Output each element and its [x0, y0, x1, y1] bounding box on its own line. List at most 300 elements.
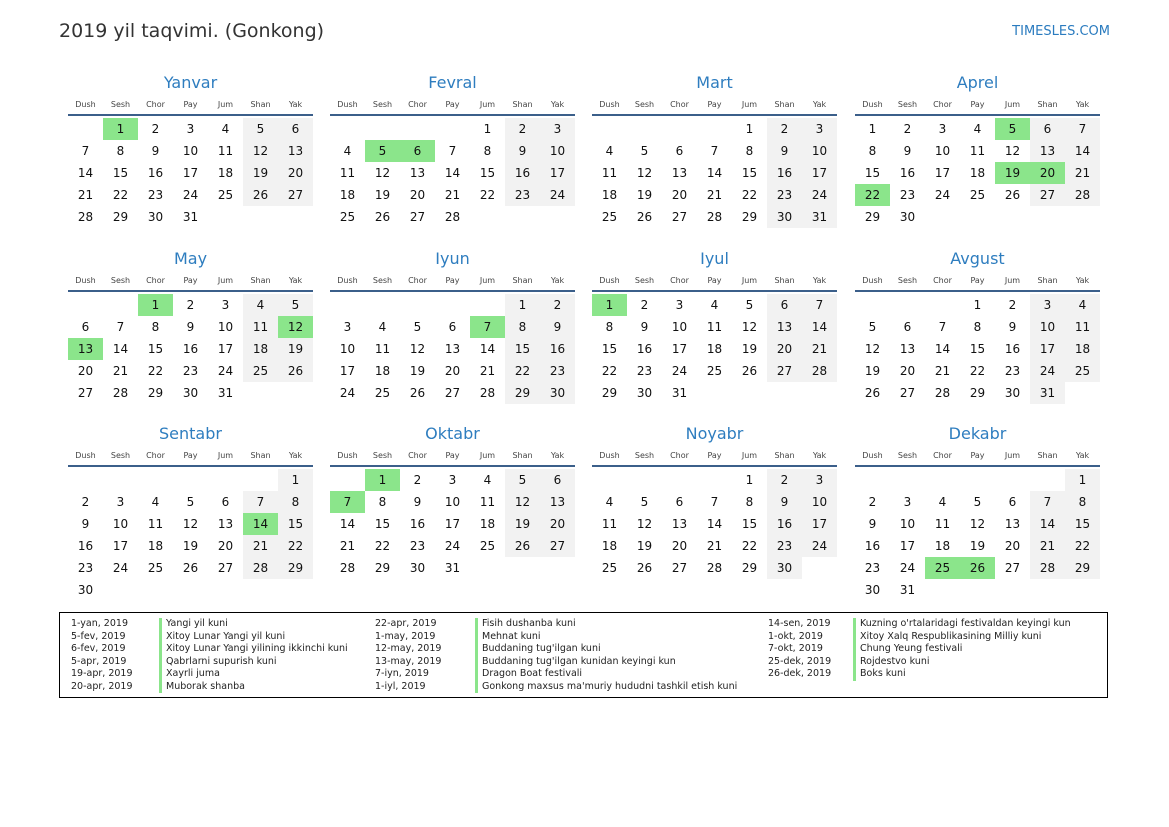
- month-yanvar: [68, 72, 313, 228]
- weekday-label: Chor: [408, 99, 427, 109]
- day-cell: 11: [969, 144, 986, 158]
- day-cell: 16: [409, 517, 426, 531]
- day-cell: 5: [745, 298, 754, 312]
- day-cell: 14: [1065, 140, 1100, 162]
- day-cell: 8: [745, 144, 754, 158]
- weekday-label: Yak: [288, 450, 303, 460]
- weekday-header: [855, 94, 1100, 116]
- day-cell: 26: [864, 386, 881, 400]
- day-cell: 10: [540, 140, 575, 162]
- weekday-label: Yak: [550, 99, 565, 109]
- weekday-label: Dush: [862, 450, 883, 460]
- weekday-header: [592, 270, 837, 292]
- weekday-label: Yak: [288, 99, 303, 109]
- weekday-label: Sesh: [634, 99, 655, 109]
- day-cell: 23: [636, 364, 653, 378]
- day-empty: [662, 469, 697, 491]
- month-title: May: [173, 249, 208, 268]
- month-noyabr: [592, 423, 837, 579]
- holiday-date: 5-fev, 2019: [71, 630, 126, 642]
- weekday-label: Dush: [337, 275, 358, 285]
- day-cell: 16: [147, 166, 164, 180]
- day-cell: 8: [378, 495, 387, 509]
- day-cell: 31: [182, 210, 199, 224]
- day-cell: 30: [409, 561, 426, 575]
- day-cell: 22: [505, 360, 540, 382]
- day-cell: 18: [217, 166, 234, 180]
- day-cell: 20: [278, 162, 313, 184]
- day-cell: 9: [868, 517, 877, 531]
- weekday-label: Shan: [512, 450, 533, 460]
- day-cell: 15: [1065, 513, 1100, 535]
- day-cell: 11: [934, 517, 951, 531]
- weekday-label: Jum: [1004, 99, 1021, 109]
- holiday-day-cell: 26: [960, 557, 995, 579]
- day-cell: 22: [741, 539, 758, 553]
- day-cell: 11: [374, 342, 391, 356]
- month-title: Oktabr: [425, 424, 480, 443]
- day-cell: 6: [221, 495, 230, 509]
- day-cell: 26: [636, 561, 653, 575]
- day-cell: 3: [1030, 294, 1065, 316]
- day-cell: 5: [243, 118, 278, 140]
- day-cell: 25: [339, 210, 356, 224]
- day-cell: 4: [151, 495, 160, 509]
- holiday-date: 13-may, 2019: [375, 655, 442, 667]
- day-empty: [400, 118, 435, 140]
- holiday-name: Dragon Boat festivali: [475, 668, 582, 681]
- day-cell: 2: [505, 118, 540, 140]
- holiday-name: Qabrlarni supurish kuni: [159, 656, 277, 669]
- weekday-header: [68, 94, 313, 116]
- day-cell: 10: [671, 320, 688, 334]
- holiday-date: 20-apr, 2019: [71, 680, 133, 692]
- day-cell: 8: [151, 320, 160, 334]
- weekday-label: Chor: [933, 450, 952, 460]
- weekday-label: Sesh: [634, 450, 655, 460]
- weekday-label: Sesh: [372, 275, 393, 285]
- day-grid: [330, 118, 575, 228]
- day-cell: 1: [973, 298, 982, 312]
- day-cell: 13: [540, 491, 575, 513]
- day-cell: 16: [767, 513, 802, 535]
- day-empty: [365, 294, 400, 316]
- month-dekabr: [855, 423, 1100, 601]
- day-cell: 27: [540, 535, 575, 557]
- day-cell: 18: [969, 166, 986, 180]
- day-cell: 17: [217, 342, 234, 356]
- day-cell: 5: [640, 495, 649, 509]
- holiday-date: 12-may, 2019: [375, 643, 442, 654]
- weekday-header: [330, 270, 575, 292]
- day-cell: 3: [938, 122, 947, 136]
- day-cell: 2: [868, 495, 877, 509]
- day-empty: [925, 469, 960, 491]
- holiday-name: Yangi yil kuni: [159, 618, 228, 631]
- day-cell: 25: [217, 188, 234, 202]
- day-empty: [365, 118, 400, 140]
- weekday-label: Yak: [812, 99, 827, 109]
- day-cell: 29: [969, 386, 986, 400]
- day-cell: 17: [802, 513, 837, 535]
- day-cell: 14: [802, 316, 837, 338]
- day-cell: 14: [706, 166, 723, 180]
- day-cell: 13: [278, 140, 313, 162]
- day-cell: 25: [1065, 360, 1100, 382]
- day-empty: [697, 469, 732, 491]
- day-cell: 29: [505, 382, 540, 404]
- day-cell: 10: [217, 320, 234, 334]
- day-empty: [890, 469, 925, 491]
- day-cell: 23: [77, 561, 94, 575]
- day-cell: 28: [77, 210, 94, 224]
- day-cell: 6: [448, 320, 457, 334]
- day-cell: 25: [601, 561, 618, 575]
- day-cell: 26: [636, 210, 653, 224]
- site-link[interactable]: TIMESLES.COM: [1012, 24, 1110, 39]
- day-cell: 4: [605, 144, 614, 158]
- day-cell: 6: [540, 469, 575, 491]
- day-cell: 24: [217, 364, 234, 378]
- day-cell: 13: [1030, 140, 1065, 162]
- weekday-label: Yak: [812, 450, 827, 460]
- weekday-label: Pay: [183, 99, 198, 109]
- weekday-label: Sesh: [372, 99, 393, 109]
- day-cell: 19: [278, 338, 313, 360]
- day-cell: 7: [710, 144, 719, 158]
- day-cell: 3: [540, 118, 575, 140]
- day-empty: [435, 118, 470, 140]
- day-cell: 29: [112, 210, 129, 224]
- day-cell: 28: [444, 210, 461, 224]
- day-cell: 22: [479, 188, 496, 202]
- day-cell: 14: [444, 166, 461, 180]
- day-cell: 10: [112, 517, 129, 531]
- day-cell: 17: [899, 539, 916, 553]
- day-empty: [68, 469, 103, 491]
- day-cell: 13: [671, 517, 688, 531]
- day-cell: 11: [479, 495, 496, 509]
- month-title: Mart: [696, 73, 733, 92]
- holiday-day-cell: 20: [1030, 162, 1065, 184]
- weekday-header: [855, 445, 1100, 467]
- day-cell: 13: [1004, 517, 1021, 531]
- day-cell: 16: [899, 166, 916, 180]
- weekday-label: Sesh: [372, 450, 393, 460]
- day-grid: [68, 469, 313, 601]
- day-cell: 23: [1004, 364, 1021, 378]
- day-cell: 26: [374, 210, 391, 224]
- day-empty: [995, 469, 1030, 491]
- holiday-date: 1-iyl, 2019: [375, 680, 426, 692]
- weekday-label: Chor: [670, 99, 689, 109]
- day-cell: 21: [243, 535, 278, 557]
- day-cell: 4: [483, 473, 492, 487]
- day-empty: [208, 469, 243, 491]
- day-cell: 15: [278, 513, 313, 535]
- day-cell: 7: [243, 491, 278, 513]
- day-cell: 20: [77, 364, 94, 378]
- holiday-name: Xayrli juma: [159, 668, 220, 681]
- day-cell: 20: [671, 188, 688, 202]
- weekday-label: Yak: [1075, 275, 1090, 285]
- day-cell: 5: [278, 294, 313, 316]
- day-cell: 9: [903, 144, 912, 158]
- weekday-label: Shan: [1037, 99, 1058, 109]
- day-cell: 14: [339, 517, 356, 531]
- day-cell: 17: [112, 539, 129, 553]
- day-grid: [855, 469, 1100, 601]
- day-empty: [470, 294, 505, 316]
- weekday-label: Jum: [217, 99, 234, 109]
- day-cell: 15: [147, 342, 164, 356]
- day-cell: 16: [182, 342, 199, 356]
- day-empty: [68, 118, 103, 140]
- day-cell: 28: [706, 561, 723, 575]
- month-fevral: [330, 72, 575, 228]
- day-cell: 3: [675, 298, 684, 312]
- day-cell: 30: [864, 583, 881, 597]
- day-cell: 17: [339, 364, 356, 378]
- day-cell: 30: [636, 386, 653, 400]
- day-cell: 21: [1065, 162, 1100, 184]
- day-cell: 29: [147, 386, 164, 400]
- weekday-label: Shan: [512, 99, 533, 109]
- day-cell: 3: [221, 298, 230, 312]
- holiday-date: 1-yan, 2019: [71, 618, 128, 629]
- holiday-date: 19-apr, 2019: [71, 668, 133, 679]
- weekday-header: [68, 270, 313, 292]
- weekday-label: Chor: [408, 275, 427, 285]
- day-cell: 24: [540, 184, 575, 206]
- day-cell: 27: [409, 210, 426, 224]
- day-cell: 21: [339, 539, 356, 553]
- weekday-label: Shan: [250, 99, 271, 109]
- day-cell: 12: [741, 320, 758, 334]
- day-cell: 19: [182, 539, 199, 553]
- holiday-day-cell: 12: [278, 316, 313, 338]
- day-cell: 14: [112, 342, 129, 356]
- weekday-label: Sesh: [897, 275, 918, 285]
- day-cell: 25: [969, 188, 986, 202]
- day-cell: 2: [1008, 298, 1017, 312]
- day-grid: [330, 469, 575, 579]
- holiday-date: 25-dek, 2019: [768, 655, 832, 667]
- weekday-header: [330, 94, 575, 116]
- day-cell: 29: [601, 386, 618, 400]
- day-cell: 8: [505, 316, 540, 338]
- day-cell: 12: [374, 166, 391, 180]
- day-cell: 18: [147, 539, 164, 553]
- day-cell: 18: [479, 517, 496, 531]
- day-grid: [855, 118, 1100, 228]
- day-cell: 23: [505, 184, 540, 206]
- weekday-header: [592, 445, 837, 467]
- holiday-name: Xitoy Xalq Respublikasining Milliy kuni: [853, 631, 1041, 644]
- day-cell: 6: [903, 320, 912, 334]
- weekday-label: Shan: [1037, 275, 1058, 285]
- day-cell: 19: [243, 162, 278, 184]
- weekday-label: Jum: [1004, 275, 1021, 285]
- day-empty: [330, 118, 365, 140]
- weekday-label: Shan: [250, 450, 271, 460]
- day-cell: 3: [343, 320, 352, 334]
- day-cell: 1: [745, 473, 754, 487]
- weekday-label: Chor: [146, 450, 165, 460]
- day-empty: [960, 469, 995, 491]
- weekday-label: Shan: [774, 99, 795, 109]
- holiday-name: Kuzning o'rtalaridagi festivaldan keyingi kun: [853, 618, 1071, 631]
- day-cell: 11: [243, 316, 278, 338]
- weekday-label: Dush: [599, 99, 620, 109]
- day-cell: 23: [409, 539, 426, 553]
- day-cell: 8: [483, 144, 492, 158]
- day-cell: 20: [444, 364, 461, 378]
- day-cell: 20: [217, 539, 234, 553]
- day-cell: 23: [767, 184, 802, 206]
- day-cell: 22: [147, 364, 164, 378]
- day-empty: [330, 294, 365, 316]
- holiday-date: 7-okt, 2019: [768, 643, 823, 654]
- day-empty: [173, 469, 208, 491]
- day-cell: 29: [278, 557, 313, 579]
- day-cell: 4: [1065, 294, 1100, 316]
- day-cell: 28: [112, 386, 129, 400]
- day-cell: 5: [413, 320, 422, 334]
- day-cell: 30: [147, 210, 164, 224]
- weekday-label: Jum: [479, 275, 496, 285]
- day-cell: 3: [186, 122, 195, 136]
- day-grid: [330, 294, 575, 404]
- day-empty: [68, 294, 103, 316]
- day-cell: 27: [1004, 561, 1021, 575]
- day-cell: 2: [186, 298, 195, 312]
- day-cell: 8: [278, 491, 313, 513]
- day-cell: 31: [671, 386, 688, 400]
- holiday-date: 26-dek, 2019: [768, 668, 832, 679]
- day-cell: 2: [767, 118, 802, 140]
- day-cell: 2: [540, 294, 575, 316]
- day-cell: 17: [182, 166, 199, 180]
- day-cell: 15: [969, 342, 986, 356]
- day-cell: 4: [938, 495, 947, 509]
- holiday-name: Mehnat kuni: [475, 631, 541, 644]
- day-cell: 29: [741, 561, 758, 575]
- holiday-date: 7-iyn, 2019: [375, 668, 429, 679]
- day-cell: 29: [741, 210, 758, 224]
- weekday-label: Yak: [550, 450, 565, 460]
- day-cell: 3: [448, 473, 457, 487]
- day-cell: 23: [147, 188, 164, 202]
- day-cell: 28: [1065, 184, 1100, 206]
- day-cell: 14: [77, 166, 94, 180]
- day-cell: 19: [636, 539, 653, 553]
- weekday-label: Sesh: [897, 450, 918, 460]
- month-title: Sentabr: [159, 424, 222, 443]
- day-cell: 3: [802, 469, 837, 491]
- day-cell: 4: [343, 144, 352, 158]
- holiday-name: Xitoy Lunar Yangi yilining ikkinchi kuni: [159, 643, 348, 656]
- day-cell: 20: [540, 513, 575, 535]
- day-cell: 9: [151, 144, 160, 158]
- day-cell: 15: [741, 166, 758, 180]
- holiday-day-cell: 22: [855, 184, 890, 206]
- day-cell: 3: [116, 495, 125, 509]
- day-cell: 9: [767, 491, 802, 513]
- day-cell: 16: [1004, 342, 1021, 356]
- day-cell: 14: [934, 342, 951, 356]
- day-cell: 28: [706, 210, 723, 224]
- holiday-name: Buddaning tug'ilgan kuni: [475, 643, 601, 656]
- day-cell: 29: [1065, 557, 1100, 579]
- day-cell: 20: [671, 539, 688, 553]
- day-cell: 2: [413, 473, 422, 487]
- day-cell: 23: [767, 535, 802, 557]
- day-cell: 26: [243, 184, 278, 206]
- day-cell: 20: [767, 338, 802, 360]
- weekday-label: Shan: [774, 275, 795, 285]
- day-cell: 17: [540, 162, 575, 184]
- holiday-day-cell: 25: [925, 557, 960, 579]
- day-cell: 6: [81, 320, 90, 334]
- day-cell: 11: [339, 166, 356, 180]
- day-cell: 16: [767, 162, 802, 184]
- day-cell: 10: [802, 140, 837, 162]
- weekday-label: Pay: [970, 275, 985, 285]
- day-cell: 12: [636, 166, 653, 180]
- holiday-day-cell: 19: [995, 162, 1030, 184]
- month-may: [68, 248, 313, 404]
- month-sentabr: [68, 423, 313, 601]
- day-cell: 13: [444, 342, 461, 356]
- day-cell: 21: [479, 364, 496, 378]
- day-cell: 11: [217, 144, 234, 158]
- day-cell: 19: [969, 539, 986, 553]
- month-iyul: [592, 248, 837, 404]
- weekday-label: Yak: [550, 275, 565, 285]
- day-cell: 5: [186, 495, 195, 509]
- day-grid: [592, 469, 837, 579]
- day-cell: 4: [378, 320, 387, 334]
- day-cell: 12: [636, 517, 653, 531]
- day-cell: 24: [899, 561, 916, 575]
- month-oktabr: [330, 423, 575, 579]
- day-cell: 12: [969, 517, 986, 531]
- month-title: Yanvar: [163, 73, 218, 92]
- day-cell: 26: [182, 561, 199, 575]
- day-cell: 30: [899, 210, 916, 224]
- month-title: Iyun: [435, 249, 470, 268]
- day-empty: [592, 469, 627, 491]
- weekday-label: Pay: [183, 450, 198, 460]
- day-cell: 1: [745, 122, 754, 136]
- weekday-header: [330, 445, 575, 467]
- day-cell: 15: [505, 338, 540, 360]
- day-cell: 18: [1065, 338, 1100, 360]
- day-cell: 4: [243, 294, 278, 316]
- day-cell: 19: [374, 188, 391, 202]
- day-cell: 30: [767, 206, 802, 228]
- day-cell: 6: [675, 495, 684, 509]
- day-cell: 12: [243, 140, 278, 162]
- holiday-name: Boks kuni: [853, 668, 906, 681]
- day-cell: 9: [540, 316, 575, 338]
- holiday-date: 22-apr, 2019: [375, 618, 437, 629]
- day-cell: 4: [710, 298, 719, 312]
- weekday-label: Dush: [75, 450, 96, 460]
- weekday-label: Sesh: [110, 450, 131, 460]
- day-cell: 4: [973, 122, 982, 136]
